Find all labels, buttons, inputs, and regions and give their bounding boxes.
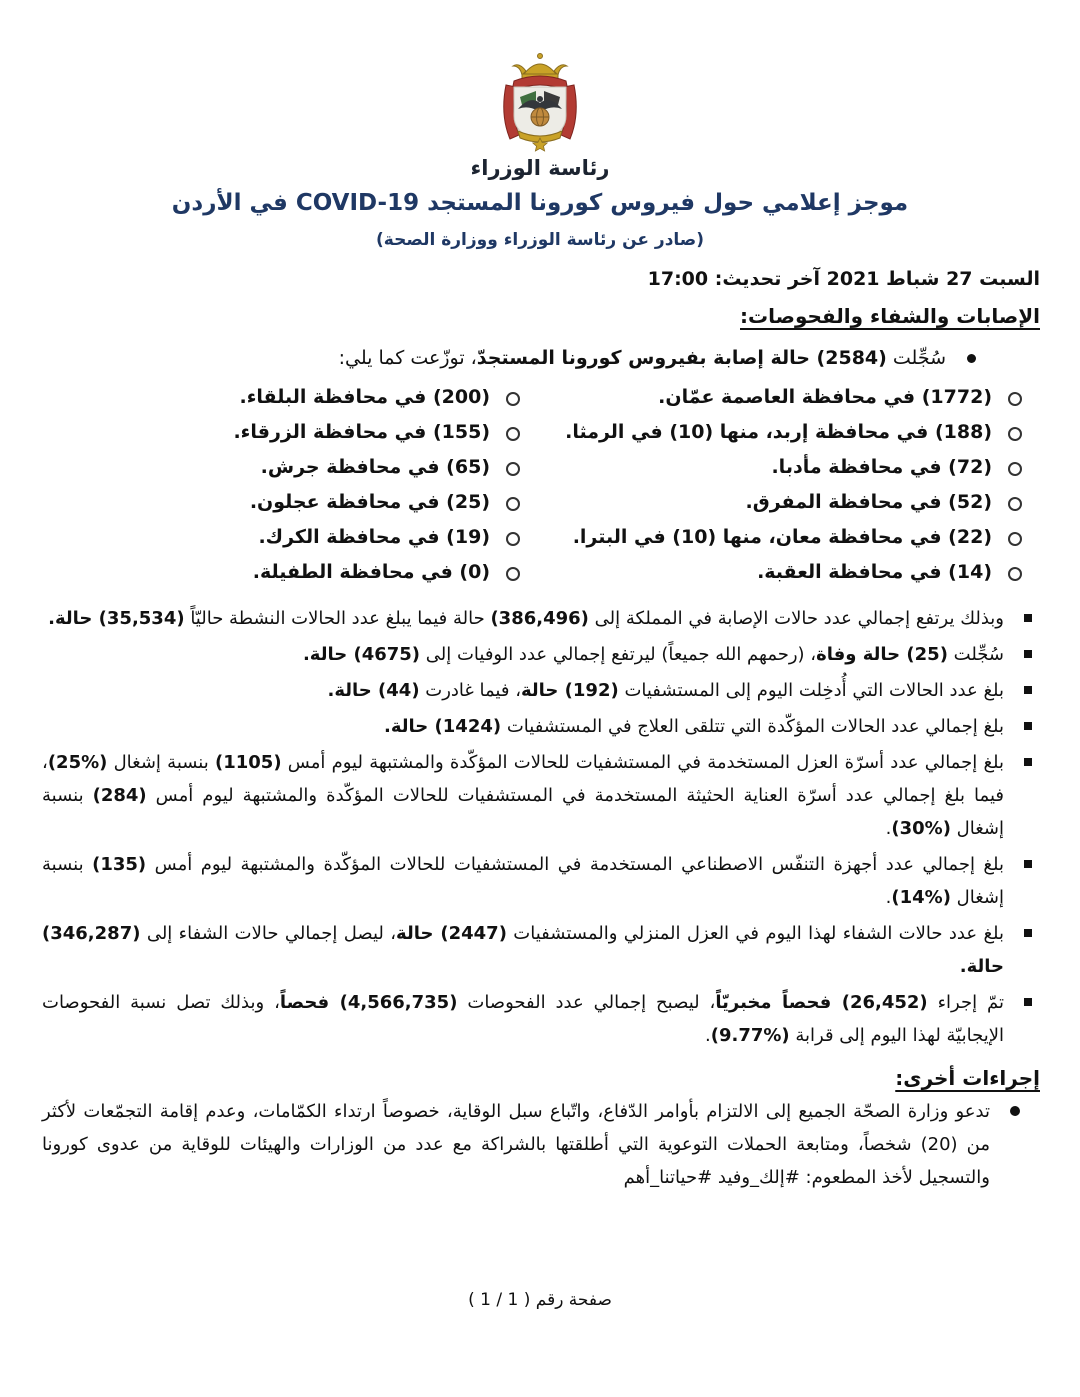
gov-item-amman: (1772) في محافظة العاصمة عمّان. — [560, 380, 1026, 415]
circle-bullet-icon — [1008, 497, 1022, 511]
square-bullet-icon — [1024, 860, 1032, 868]
document-header — [0, 0, 1080, 290]
stat-bullet-tests: تمّ إجراء (26,452) فحصاً مخبريّاً، ليصبح إجمالي عدد الفحوصات (4,566,735) فحصاً، وبذلك تصل نسبة الفحوصات الإيجابيّة لهذا اليوم إلى قرابة (%9.77). — [42, 986, 1040, 1052]
statistics-bullets — [42, 602, 1040, 1052]
footer-page-number: صفحة رقم ( 1 / 1 ) — [468, 1290, 612, 1310]
circle-bullet-icon — [1008, 427, 1022, 441]
other-measures-text: تدعو وزارة الصحّة الجميع إلى الالتزام بأوامر الدّفاع، واتّباع سبل الوقاية، خصوصاً ارتداء الكمّامات، وعدم إقامة التجمّعات لأكثر من (20) شخصاً، ومتابعة الحملات التوعوية التي أطلقتها بالشراكة مع عدد من الوزارات والهيئات للوقاية من عدوى كورونا والتسجيل لأخذ المطعوم: #إلك_وفيد #حياتنا_أهم — [42, 1101, 990, 1188]
square-bullet-icon — [1024, 686, 1032, 694]
square-bullet-icon — [1024, 650, 1032, 658]
disc-bullet-icon — [967, 354, 976, 363]
circle-bullet-icon — [1008, 462, 1022, 476]
gov-item-aqaba: (14) في محافظة العقبة. — [560, 555, 1026, 590]
stat-bullet-admissions: بلغ عدد الحالات التي أُدخِلت اليوم إلى المستشفيات (192) حالة، فيما غادرت (44) حالة. — [42, 674, 1040, 707]
square-bullet-icon — [1024, 998, 1032, 1006]
gov-item-maan: (22) في محافظة معان، منها (10) في البترا. — [560, 520, 1026, 555]
stat-bullet-isolation-beds: بلغ إجمالي عدد أسرّة العزل المستخدمة في المستشفيات للحالات المؤكّدة والمشتبهة ليوم أمس (1105) بنسبة إشغال (%25)، فيما بلغ إجمالي عدد أسرّة العناية الحثيثة المستخدمة في المستشفيات للحالات المؤكّدة والمشتبهة ليوم أمس (284) بنسبة إشغال (%30). — [42, 746, 1040, 845]
circle-bullet-icon — [506, 567, 520, 581]
gov-item-ajloun: (25) في محافظة عجلون. — [58, 485, 524, 520]
square-bullet-icon — [1024, 722, 1032, 730]
stat-bullet-total-cases: وبذلك يرتفع إجمالي عدد حالات الإصابة في المملكة إلى (386,496) حالة فيما يبلغ عدد الحالات النشطة حاليّاً (35,534) حالة. — [42, 602, 1040, 635]
circle-bullet-icon — [506, 427, 520, 441]
gov-item-balqa: (200) في محافظة البلقاء. — [58, 380, 524, 415]
circle-bullet-icon — [506, 497, 520, 511]
gov-item-karak: (19) في محافظة الكرك. — [58, 520, 524, 555]
gov-item-mafraq: (52) في محافظة المفرق. — [560, 485, 1026, 520]
stat-bullet-recoveries: بلغ عدد حالات الشفاء لهذا اليوم في العزل المنزلي والمستشفيات (2447) حالة، ليصل إجمالي حالات الشفاء إلى (346,287) حالة. — [42, 917, 1040, 983]
stat-bullet-ventilators: بلغ إجمالي عدد أجهزة التنفّس الاصطناعي المستخدمة في المستشفيات للحالات المؤكّدة والمشتبهة ليوم أمس (135) بنسبة إشغال (%14). — [42, 848, 1040, 914]
crown-icon — [513, 54, 567, 80]
other-measures-bullet — [42, 1095, 1040, 1194]
circle-bullet-icon — [506, 462, 520, 476]
circle-bullet-icon — [1008, 567, 1022, 581]
section-heading-other-measures: إجراءات أخرى: — [895, 1066, 1040, 1090]
document-body — [0, 304, 1080, 1194]
governorates-list — [42, 380, 1040, 590]
globe-icon — [531, 108, 549, 126]
org-name: رئاسة الوزراء — [470, 156, 610, 180]
circle-bullet-icon — [506, 392, 520, 406]
jordan-coat-of-arms-logo — [484, 50, 596, 154]
stat-bullet-deaths: سُجِّلت (25) حالة وفاة، (رحمهم الله جميعاً) ليرتفع إجمالي عدد الوفيات إلى (4675) حالة. — [42, 638, 1040, 671]
gov-item-jerash: (65) في محافظة جرش. — [58, 450, 524, 485]
page-title: موجز إعلامي حول فيروس كورونا المستجد COVID-19 في الأردن — [171, 190, 909, 216]
square-bullet-icon — [1024, 758, 1032, 766]
page-subtitle: (صادر عن رئاسة الوزراء ووزارة الصحة) — [376, 230, 704, 250]
section-heading-infections: الإصابات والشفاء والفحوصات: — [740, 304, 1040, 328]
intro-bullet — [42, 342, 1040, 374]
circle-bullet-icon — [506, 532, 520, 546]
stat-bullet-hospitalized: بلغ إجمالي عدد الحالات المؤكّدة التي تتلقى العلاج في المستشفيات (1424) حالة. — [42, 710, 1040, 743]
disc-bullet-icon — [1010, 1106, 1020, 1116]
square-bullet-icon — [1024, 929, 1032, 937]
gov-item-tafileh: (0) في محافظة الطفيلة. — [58, 555, 524, 590]
date-line: السبت 27 شباط 2021 آخر تحديث: 17:00 — [647, 268, 1040, 290]
circle-bullet-icon — [1008, 392, 1022, 406]
gov-item-irbid: (188) في محافظة إربد، منها (10) في الرمثا. — [560, 415, 1026, 450]
circle-bullet-icon — [1008, 532, 1022, 546]
intro-text: سُجِّلت (2584) حالة إصابة بفيروس كورونا المستجدّ، توزّعت كما يلي: — [338, 347, 946, 369]
gov-item-zarqa: (155) في محافظة الزرقاء. — [58, 415, 524, 450]
square-bullet-icon — [1024, 614, 1032, 622]
gov-item-madaba: (72) في محافظة مأدبا. — [560, 450, 1026, 485]
